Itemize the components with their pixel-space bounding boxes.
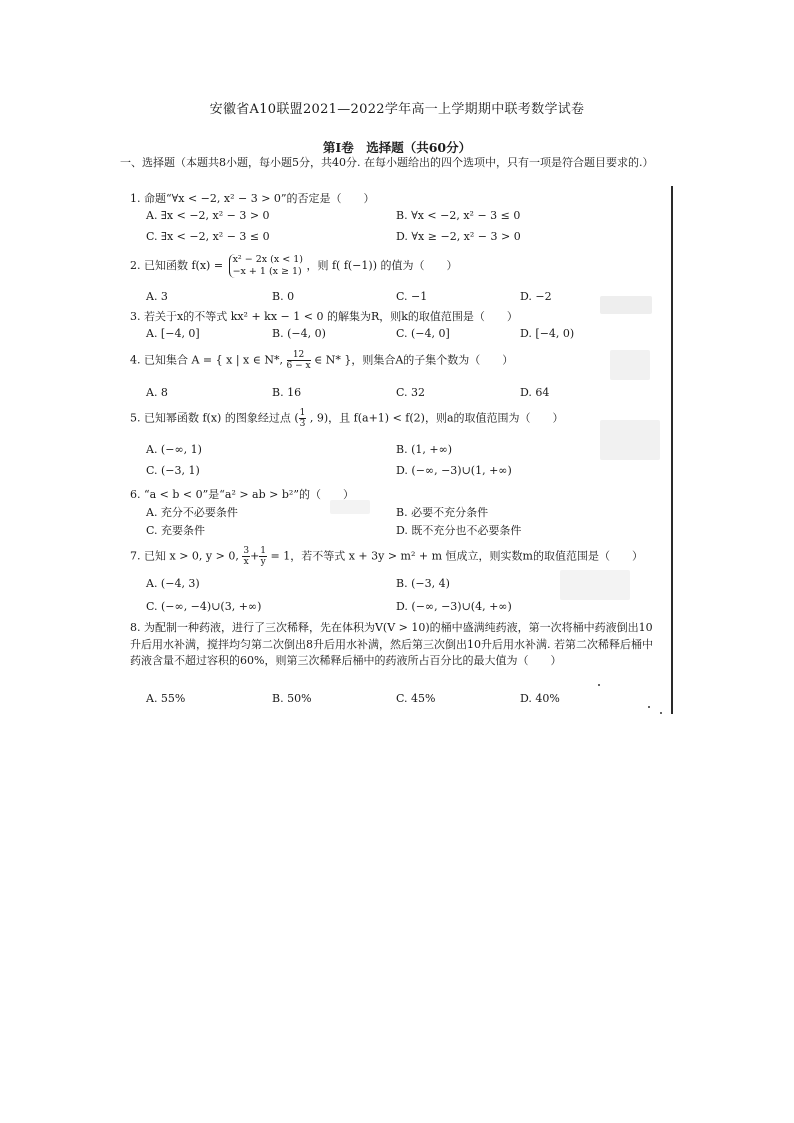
q4-suffix: ∈ N* }，则集合A的子集个数为（ ） [314, 353, 514, 367]
q7-option-a: A. (−4, 3) [146, 577, 200, 590]
q5-option-b: B. (1, +∞) [396, 443, 453, 456]
q7-frac1-num: 3 [243, 546, 250, 556]
scan-dot [598, 684, 600, 686]
q8-option-b: B. 50% [272, 692, 312, 705]
q1-option-b: B. ∀x < −2, x² − 3 ≤ 0 [396, 209, 521, 222]
q5-option-c: C. (−3, 1) [146, 464, 200, 477]
q2-option-b: B. 0 [272, 290, 295, 303]
question-6-stem: 6. “a < b < 0”是“a² > ab > b²”的（ ） [130, 488, 354, 501]
scan-smudge [600, 296, 652, 314]
scan-margin-line [671, 186, 673, 714]
q4-prefix: 4. 已知集合 A = { x | x ∈ N*, [130, 353, 284, 367]
q3-option-a: A. [−4, 0] [146, 327, 200, 340]
question-2-stem [130, 254, 670, 278]
q1-option-a: A. ∃x < −2, x² − 3 > 0 [146, 209, 270, 222]
q4-fraction [287, 350, 311, 371]
q1-option-c: C. ∃x < −2, x² − 3 ≤ 0 [146, 230, 270, 243]
question-7-stem: 7. 已知 x > 0, y > 0, $\frac{3}{x}$ + $\frac{1}{y}$ = 1，若不等式 x + 3y > m² + m 恒成立，则实数m的取值范围是（ ） [130, 546, 643, 567]
question-4-stem [130, 350, 670, 371]
q2-suffix: ，则 f( f(−1)) 的值为（ ） [306, 259, 458, 272]
q4-frac-num: 12 [287, 350, 311, 361]
q4-option-c: C. 32 [396, 386, 426, 399]
q7-fraction-2 [259, 546, 267, 567]
q2-option-d: D. −2 [520, 290, 552, 303]
scan-smudge [610, 350, 650, 380]
q8-option-a: A. 55% [146, 692, 186, 705]
q5-suffix: , 9)，且 f(a+1) < f(2)，则a的取值范围为（ ） [309, 411, 564, 425]
scan-dot [660, 712, 662, 714]
q6-option-b: B. 必要不充分条件 [396, 506, 489, 519]
q3-option-b: B. (−4, 0) [272, 327, 326, 340]
scan-dot [648, 706, 650, 708]
q2-option-c: C. −1 [396, 290, 428, 303]
page-title: 安徽省A10联盟2021—2022学年高一上学期期中联考数学试卷 [209, 102, 585, 117]
q7-option-b: B. (−3, 4) [396, 577, 450, 590]
q5-frac-num: 1 [299, 408, 306, 418]
q7-option-c: C. (−∞, −4)∪(3, +∞) [146, 600, 262, 613]
q1-option-d: D. ∀x ≥ −2, x² − 3 > 0 [396, 230, 521, 243]
q2-option-a: A. 3 [146, 290, 168, 303]
q3-option-c: C. (−4, 0] [396, 327, 450, 340]
section-heading: 第Ⅰ卷 选择题（共60分） [322, 140, 472, 155]
q5-prefix: 5. 已知幂函数 f(x) 的图象经过点 [130, 411, 291, 425]
scan-smudge [600, 420, 660, 460]
q5-frac-den: 3 [299, 419, 306, 429]
q7-fraction-1 [242, 546, 250, 567]
scan-smudge [560, 570, 630, 600]
q7-suffix: = 1，若不等式 x + 3y > m² + m 恒成立，则实数m的取值范围是（ ） [270, 549, 643, 563]
q7-frac1-den: x [243, 557, 249, 567]
scan-smudge [330, 500, 370, 514]
question-8-stem: 8. 为配制一种药液，进行了三次稀释，先在体积为V(V > 10)的桶中盛满纯药液，第一次将桶中药液倒出10升后用水补满，搅拌均匀第二次倒出8升后用水补满，然后第三次倒出10升后用水补满. 若第二次稀释后桶中药液含量不超过容积的60%，则第三次稀释后桶中的药液所占百分比的最大值为（ ） [130, 621, 653, 667]
q6-option-d: D. 既不充分也不必要条件 [396, 524, 522, 537]
q7-option-d: D. (−∞, −3)∪(4, +∞) [396, 600, 512, 613]
q7-frac2-den: y [260, 557, 266, 567]
q4-frac-den: 6 − x [286, 361, 311, 371]
q8-option-d: D. 40% [520, 692, 560, 705]
q5-option-d: D. (−∞, −3)∪(1, +∞) [396, 464, 512, 477]
q8-option-c: C. 45% [396, 692, 436, 705]
q3-option-d: D. [−4, 0) [520, 327, 575, 340]
instructions: 一、选择题（本题共8小题，每小题5分，共40分. 在每小题给出的四个选项中，只有一项是符合题目要求的.） [120, 156, 654, 169]
q6-option-c: C. 充要条件 [146, 524, 206, 537]
q2-prefix: 2. 已知函数 f(x) = [130, 259, 224, 272]
q2-piecewise [229, 254, 303, 278]
q4-option-d: D. 64 [520, 386, 550, 399]
q7-frac2-num: 1 [260, 546, 267, 556]
q2-piece-1: x² − 2x (x < 1) [232, 254, 303, 265]
question-5-stem: 5. 已知幂函数 f(x) 的图象经过点 ( $\frac{1}{3}$ , 9)，且 f(a+1) < f(2)，则a的取值范围为（ ） [130, 408, 564, 429]
q2-piece-2: −x + 1 (x ≥ 1) [232, 266, 302, 277]
q6-option-a: A. 充分不必要条件 [146, 506, 238, 519]
question-1-stem: 1. 命题“∀x < −2, x² − 3 > 0”的否定是（ ） [130, 192, 375, 205]
q4-option-a: A. 8 [146, 386, 168, 399]
q4-option-b: B. 16 [272, 386, 302, 399]
q5-option-a: A. (−∞, 1) [146, 443, 202, 456]
question-3-stem: 3. 若关于x的不等式 kx² + kx − 1 < 0 的解集为R，则k的取值范围是（ ） [130, 310, 518, 323]
q5-fraction [299, 408, 307, 429]
q7-prefix: 7. 已知 x > 0, y > 0, [130, 549, 239, 563]
